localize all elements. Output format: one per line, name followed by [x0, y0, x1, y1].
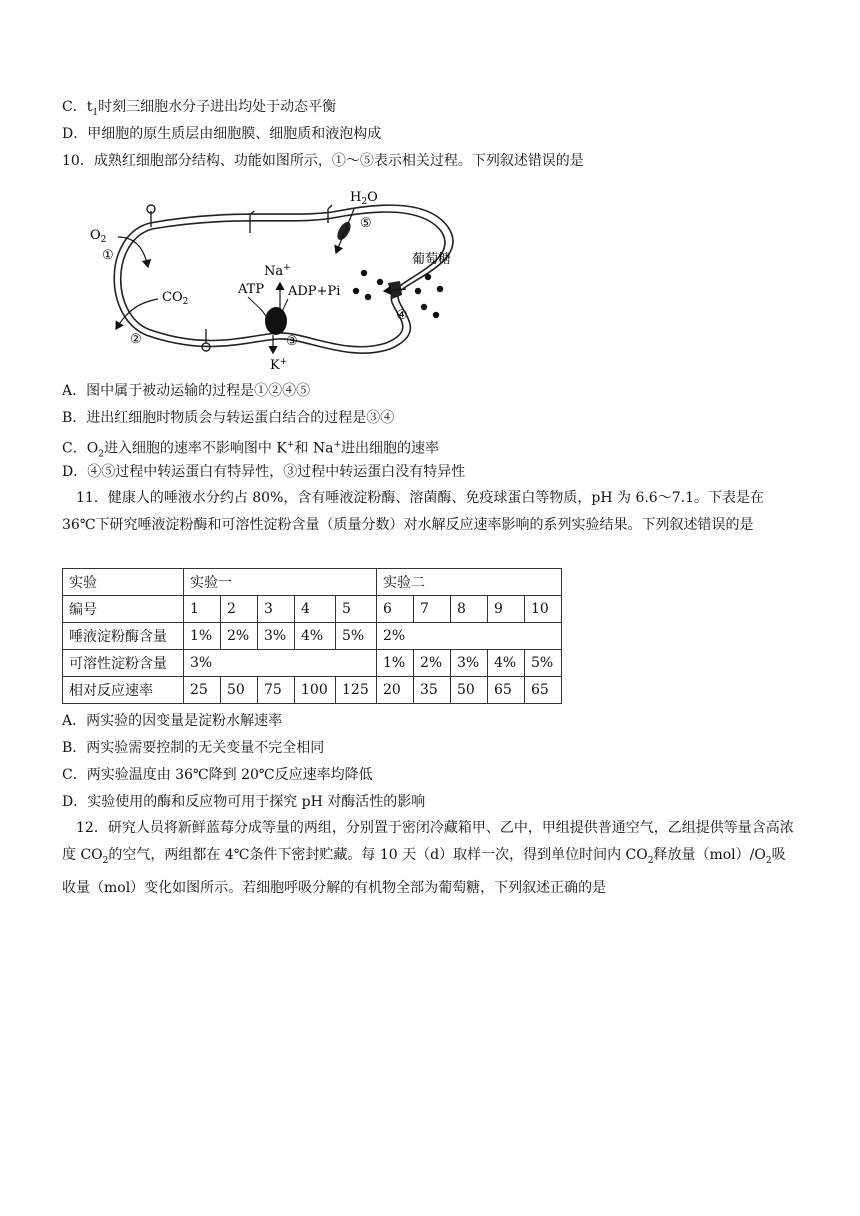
table-cell: 5% [525, 650, 562, 677]
table-cell: 6 [377, 596, 414, 623]
table-cell: 2 [221, 596, 258, 623]
q12-stem: 12．研究人员将新鲜蓝莓分成等量的两组，分别置于密闭冷藏箱甲、乙中，甲组提供普通空气，乙组提供等量含高浓度 $CO_2$的空气，两组都在 4℃条件下密封贮藏。每 10 天（d）取样一次，得到单位时间内 $CO_2$释放量$(mol)/O_2$吸收量（mol）变化如图所示。若细胞呼吸分解的有机物全部为葡萄糖，下列叙述正确的是 [62, 820, 794, 896]
table-cell: 50 [221, 677, 258, 704]
glucose-label: 葡萄糖 [412, 252, 452, 267]
table-cell: 可溶性淀粉含量 [63, 650, 184, 677]
aquaporin-channel [335, 220, 354, 242]
step-4-label: ④ [396, 308, 408, 323]
atp-arrow [248, 297, 266, 317]
q9-option-d: D．甲细胞的原生质层由细胞膜、细胞质和液泡构成 [62, 126, 382, 142]
step-2-label: ② [130, 332, 142, 347]
table-cell: 25 [184, 677, 221, 704]
table-row [63, 650, 562, 677]
step-1-label: ① [102, 248, 114, 263]
q11-option-b: B．两实验需要控制的无关变量不完全相同 [62, 740, 325, 756]
red-blood-cell-diagram [88, 187, 488, 373]
q10-option-d: D．④⑤过程中转运蛋白有特异性，③过程中转运蛋白没有特异性 [62, 464, 466, 480]
q11-option-a: A．两实验的因变量是淀粉水解速率 [62, 713, 283, 729]
table-cell: 8 [451, 596, 488, 623]
table-cell: 75 [258, 677, 295, 704]
atp-label: ATP [238, 282, 265, 297]
table-cell: 2% [221, 623, 258, 650]
table-cell: 1% [377, 650, 414, 677]
table-cell: 3 [258, 596, 295, 623]
q11-stem: 11．健康人的唾液水分约占 80%，含有唾液淀粉酶、溶菌酶、免疫球蛋白等物质，pH 为 6.6～7.1。下表是在 36℃下研究唾液淀粉酶和可溶性淀粉含量（质量分数）对水解反应速率影响的系列实验结果。下列叙述错误的是 [62, 490, 764, 533]
table-row [63, 596, 562, 623]
q11-option-c: C．两实验温度由 36℃降到 20℃反应速率均降低 [62, 767, 373, 783]
experiment-table [62, 568, 562, 704]
table-cell: 9 [488, 596, 525, 623]
table-cell: 编号 [63, 596, 184, 623]
table-row [63, 623, 562, 650]
table-cell: 2% [377, 623, 562, 650]
step-3-label: ③ [286, 334, 298, 349]
q10-option-c: C．$O_2$进入细胞的速率不影响图中 K+和 Na+进出细胞的速率 [62, 440, 439, 460]
table-cell: 4% [295, 623, 336, 650]
q10-stem: 10．成熟红细胞部分结构、功能如图所示，①～⑤表示相关过程。下列叙述错误的是 [62, 153, 584, 169]
table-cell: 3% [451, 650, 488, 677]
table-cell: 50 [451, 677, 488, 704]
table-cell: 实验二 [377, 569, 562, 596]
table-cell: 10 [525, 596, 562, 623]
adp-label: ADP+Pi [288, 284, 341, 299]
q10-option-a: A．图中属于被动运输的过程是①②④⑤ [62, 383, 311, 399]
table-cell: 实验一 [184, 569, 377, 596]
table-cell: 实验 [63, 569, 184, 596]
step-5-label: ⑤ [360, 216, 372, 231]
table-cell: 3% [258, 623, 295, 650]
table-row [63, 569, 562, 596]
table-cell: 5 [336, 596, 377, 623]
table-cell: 2% [414, 650, 451, 677]
table-cell: 1 [184, 596, 221, 623]
o2-label: $O_2$ [90, 228, 107, 245]
table-row [63, 677, 562, 704]
q10-option-b: B．进出红细胞时物质会与转运蛋白结合的过程是③④ [62, 410, 395, 426]
table-cell: 1% [184, 623, 221, 650]
h2o-label: $H_2O$ [350, 190, 378, 207]
k-label: K+ [270, 357, 288, 373]
table-cell: 4 [295, 596, 336, 623]
table-cell: 35 [414, 677, 451, 704]
co2-label: $CO_2$ [162, 290, 189, 307]
table-cell: 7 [414, 596, 451, 623]
table-cell: 125 [336, 677, 377, 704]
table-cell: 20 [377, 677, 414, 704]
table-cell: 65 [525, 677, 562, 704]
table-cell: 唾液淀粉酶含量 [63, 623, 184, 650]
table-cell: 相对反应速率 [63, 677, 184, 704]
q9-option-c: C．$t_1$时刻三细胞水分子进出均处于动态平衡 [62, 99, 337, 118]
sodium-potassium-pump [265, 307, 287, 335]
table-cell: 100 [295, 677, 336, 704]
table-cell: 4% [488, 650, 525, 677]
membrane-glycoprotein [147, 205, 332, 351]
q11-option-d: D．实验使用的酶和反应物可用于探究 pH 对酶活性的影响 [62, 794, 426, 810]
table-cell: 65 [488, 677, 525, 704]
na-label: Na+ [264, 263, 291, 279]
table-cell: 3% [184, 650, 377, 677]
table-cell: 5% [336, 623, 377, 650]
